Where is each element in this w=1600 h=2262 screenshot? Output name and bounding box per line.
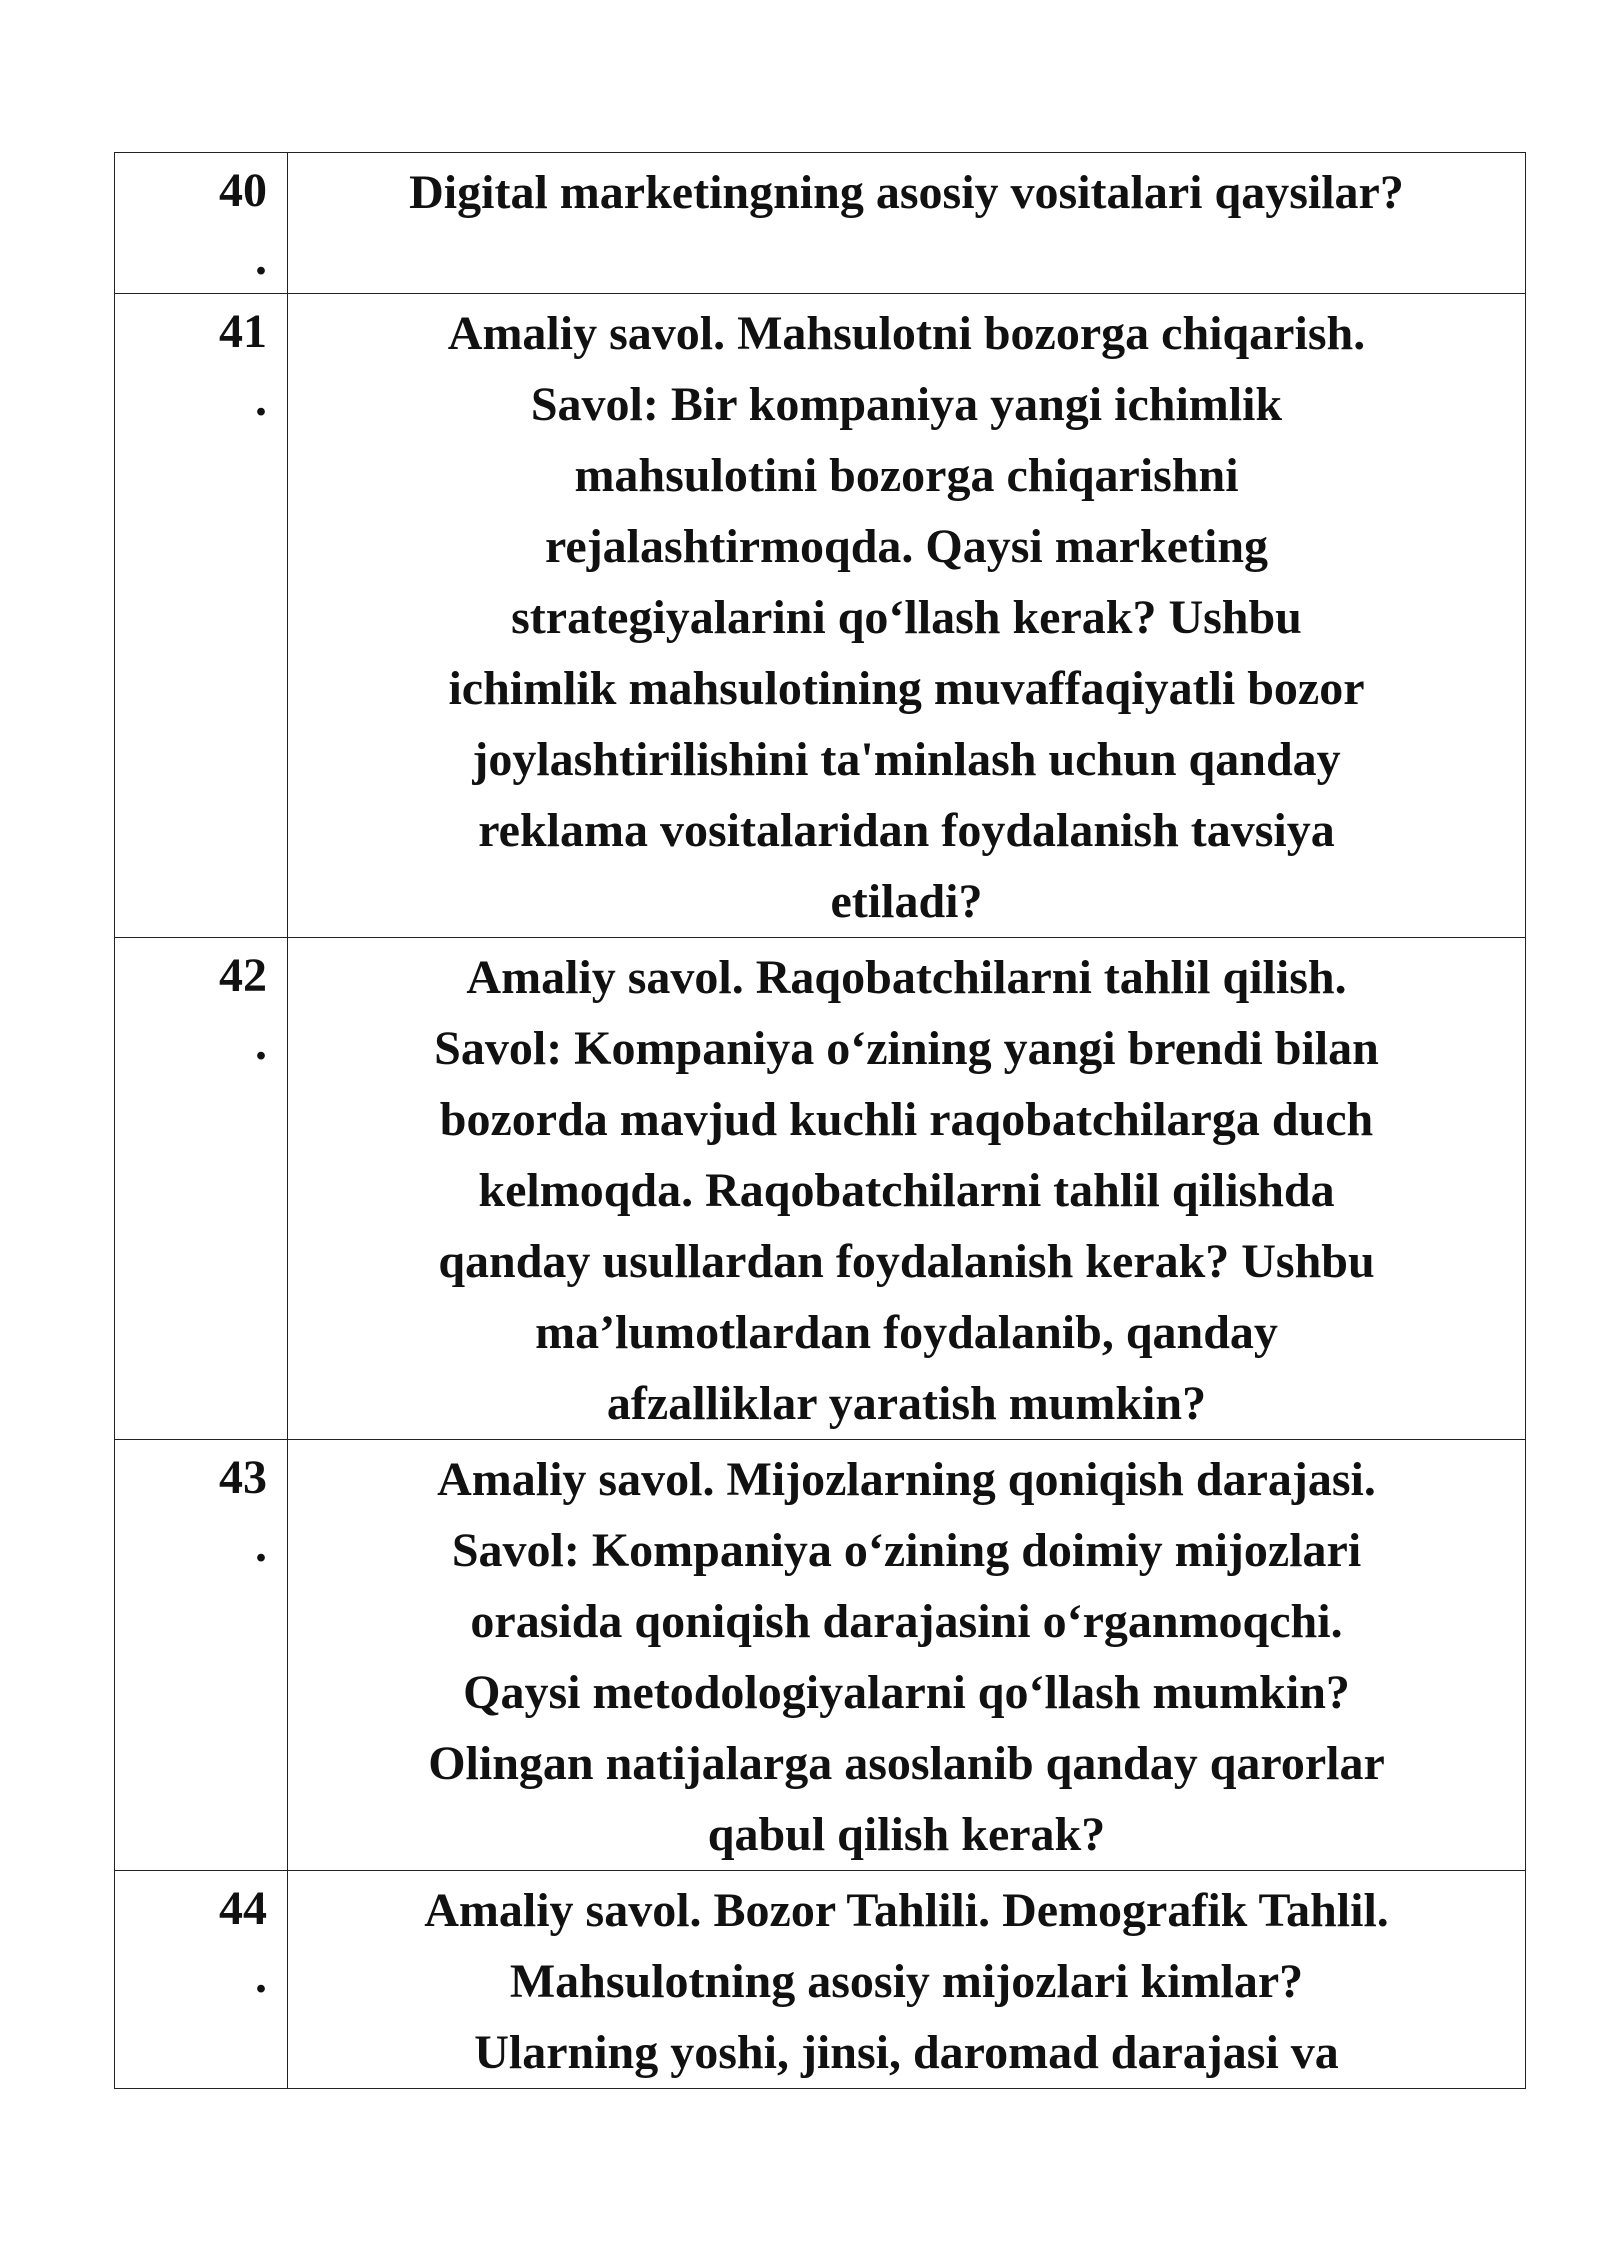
question-number: 40 — [219, 164, 267, 217]
question-text-line: ma’lumotlardan foydalanib, qanday — [535, 1306, 1278, 1359]
question-text-line: Savol: Kompaniya o‘zining yangi brendi bilan — [434, 1022, 1379, 1075]
question-text-line: joylashtirilishini ta'minlash uchun qanday — [472, 733, 1341, 786]
question-text-line: ichimlik mahsulotining muvaffaqiyatli bozor — [448, 662, 1365, 715]
question-row-41 — [115, 294, 1526, 938]
question-text-cell — [288, 938, 1526, 1440]
question-text-line: orasida qoniqish darajasini o‘rganmoqchi. — [470, 1595, 1343, 1648]
question-text-line: bozorda mavjud kuchli raqobatchilarga duch — [439, 1093, 1374, 1146]
question-text-cell — [288, 1871, 1526, 2089]
question-number-cell — [115, 153, 288, 294]
question-text-line: Digital marketingning asosiy vositalari qaysilar? — [409, 166, 1404, 219]
question-text-line: rejalashtirmoqda. Qaysi marketing — [544, 520, 1269, 573]
question-row-43 — [115, 1440, 1526, 1871]
question-text-line: Savol: Kompaniya o‘zining doimiy mijozlari — [451, 1524, 1362, 1577]
question-text-line: etiladi? — [830, 875, 983, 928]
question-number-dot: . — [255, 1950, 267, 2003]
question-text-line: Amaliy savol. Raqobatchilarni tahlil qilish. — [466, 951, 1347, 1004]
question-text-cell — [288, 1440, 1526, 1871]
question-number-cell — [115, 938, 288, 1440]
question-text-line: strategiyalarini qo‘llash kerak? Ushbu — [511, 591, 1302, 644]
question-number-cell — [115, 1871, 288, 2089]
question-row-42 — [115, 938, 1526, 1440]
question-number-dot: . — [255, 373, 267, 426]
question-row-40 — [115, 153, 1526, 294]
question-number-dot: . — [255, 1519, 267, 1572]
question-text-line: mahsulotini bozorga chiqarishni — [574, 449, 1239, 502]
questions-table — [114, 152, 1526, 2089]
question-text-line: reklama vositalaridan foydalanish tavsiya — [478, 804, 1335, 857]
question-text-line: afzalliklar yaratish mumkin? — [606, 1377, 1207, 1430]
question-text-line: kelmoqda. Raqobatchilarni tahlil qilishda — [478, 1164, 1335, 1217]
question-text-line: Savol: Bir kompaniya yangi ichimlik — [530, 378, 1283, 431]
question-text-line: Amaliy savol. Mijozlarning qoniqish darajasi. — [437, 1453, 1376, 1506]
question-text-line: Ularning yoshi, jinsi, daromad darajasi va — [474, 2026, 1339, 2079]
question-number: 41 — [219, 305, 267, 358]
question-number: 42 — [219, 949, 267, 1002]
question-text-line: Amaliy savol. Bozor Tahlili. Demografik Tahlil. — [424, 1884, 1389, 1937]
question-number: 43 — [219, 1451, 267, 1504]
question-text-cell — [288, 153, 1526, 294]
question-text-line: Olingan natijalarga asoslanib qanday qarorlar — [428, 1737, 1385, 1790]
question-number-dot: . — [255, 1017, 267, 1070]
question-text-line: qanday usullardan foydalanish kerak? Ushbu — [438, 1235, 1375, 1288]
question-text-cell — [288, 294, 1526, 938]
question-number: 44 — [219, 1882, 267, 1935]
question-number-dot: . — [255, 232, 267, 285]
question-text-line: qabul qilish kerak? — [707, 1808, 1106, 1861]
question-number-cell — [115, 294, 288, 938]
question-number-cell — [115, 1440, 288, 1871]
question-text-line: Qaysi metodologiyalarni qo‘llash mumkin? — [463, 1666, 1350, 1719]
question-text-line: Mahsulotning asosiy mijozlari kimlar? — [509, 1955, 1304, 2008]
question-row-44 — [115, 1871, 1526, 2089]
question-text-line: Amaliy savol. Mahsulotni bozorga chiqarish. — [447, 307, 1366, 360]
